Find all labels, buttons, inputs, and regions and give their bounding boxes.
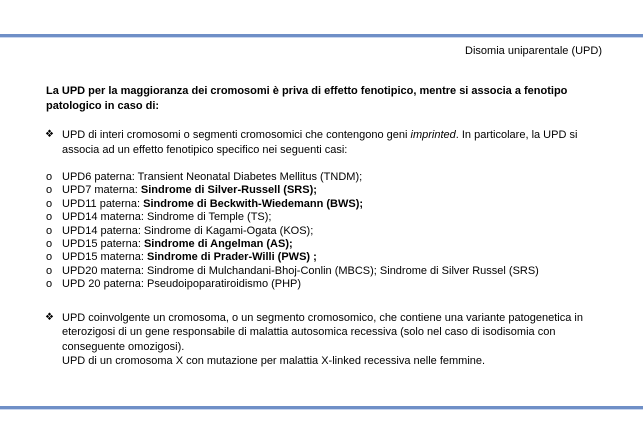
- list-item: [46, 225, 616, 238]
- circle-bullet-icon: o: [46, 224, 53, 237]
- list-item: [46, 184, 616, 197]
- circle-bullet-icon: o: [46, 184, 53, 197]
- circle-bullet-icon: o: [46, 251, 53, 264]
- section-recessive-text: UPD coinvolgente un cromosoma, o un segmento cromosomico, che contiene una variante patogenetica in eterozigosi di un gene responsabile di malattia autosomica recessiva (solo nel caso di isodisomia con conseguente omozigosi).: [62, 311, 583, 353]
- list-item: [46, 278, 616, 291]
- intro-text: La UPD per la maggioranza dei cromosomi è priva di effetto fenotipico, mentre si associa a fenotipo patologico in caso di:: [46, 85, 568, 112]
- list-item-bold: Sindrome di Angelman (AS);: [143, 238, 293, 251]
- list-item-text: UPD20 materna: Sindrome di Mulchandani-Bhoj-Conlin (MBCS); Sindrome di Silver Russel (SRS): [62, 264, 539, 277]
- section-imprinted-text-after: . In particolare, la UPD si associa ad un effetto fenotipico specifico nei seguenti casi:: [62, 129, 578, 156]
- circle-bullet-icon: o: [46, 278, 53, 291]
- list-item-text: UPD14 materna: Sindrome di Temple (TS);: [62, 211, 272, 224]
- list-item-text: UPD15 paterna:: [62, 238, 144, 251]
- circle-bullet-icon: o: [46, 238, 53, 251]
- slide-content: [46, 84, 616, 369]
- list-item-bold: Sindrome di Prader-Willi (PWS) ;: [146, 251, 317, 264]
- list-item: [46, 265, 616, 278]
- slide-title: Disomia uniparentale (UPD): [465, 45, 602, 57]
- list-item-text: UPD15 materna:: [62, 251, 147, 264]
- bottom-divider-bar: [0, 406, 643, 410]
- section-recessive: [46, 311, 616, 355]
- diamond-dots-icon: ❖: [45, 129, 54, 140]
- upd-case-list: [46, 171, 616, 292]
- section-imprinted: [46, 128, 616, 157]
- list-item-text: UPD6 paterna: Transient Neonatal Diabetes Mellitus (TNDM);: [62, 171, 363, 183]
- section-x-linked-text: UPD di un cromosoma X con mutazione per malattia X-linked recessiva nelle femmine.: [62, 355, 486, 368]
- list-item: [46, 171, 616, 184]
- list-item-text: UPD14 paterna: Sindrome di Kagami-Ogata (KOS);: [62, 224, 314, 237]
- list-item: [46, 251, 616, 264]
- list-item: [46, 238, 616, 251]
- section-imprinted-text-before: UPD di interi cromosomi o segmenti cromosomici che contengono geni: [62, 129, 411, 141]
- list-item-text: UPD7 materna:: [62, 184, 141, 197]
- list-item-text: UPD 20 paterna: Pseudoipoparatiroidismo (PHP): [62, 278, 302, 291]
- circle-bullet-icon: o: [46, 197, 53, 210]
- diamond-dots-icon: ❖: [45, 311, 54, 323]
- list-item-text: UPD11 paterna:: [62, 197, 144, 210]
- top-divider-bar: [0, 34, 643, 38]
- list-item-bold: Sindrome di Silver-Russell (SRS);: [140, 184, 317, 197]
- circle-bullet-icon: o: [46, 264, 53, 277]
- section-imprinted-italic: imprinted: [410, 129, 456, 141]
- circle-bullet-icon: o: [46, 211, 53, 224]
- list-item: [46, 198, 616, 211]
- list-item: [46, 211, 616, 224]
- list-item-bold: Sindrome di Beckwith-Wiedemann (BWS);: [143, 197, 364, 210]
- circle-bullet-icon: o: [46, 171, 53, 183]
